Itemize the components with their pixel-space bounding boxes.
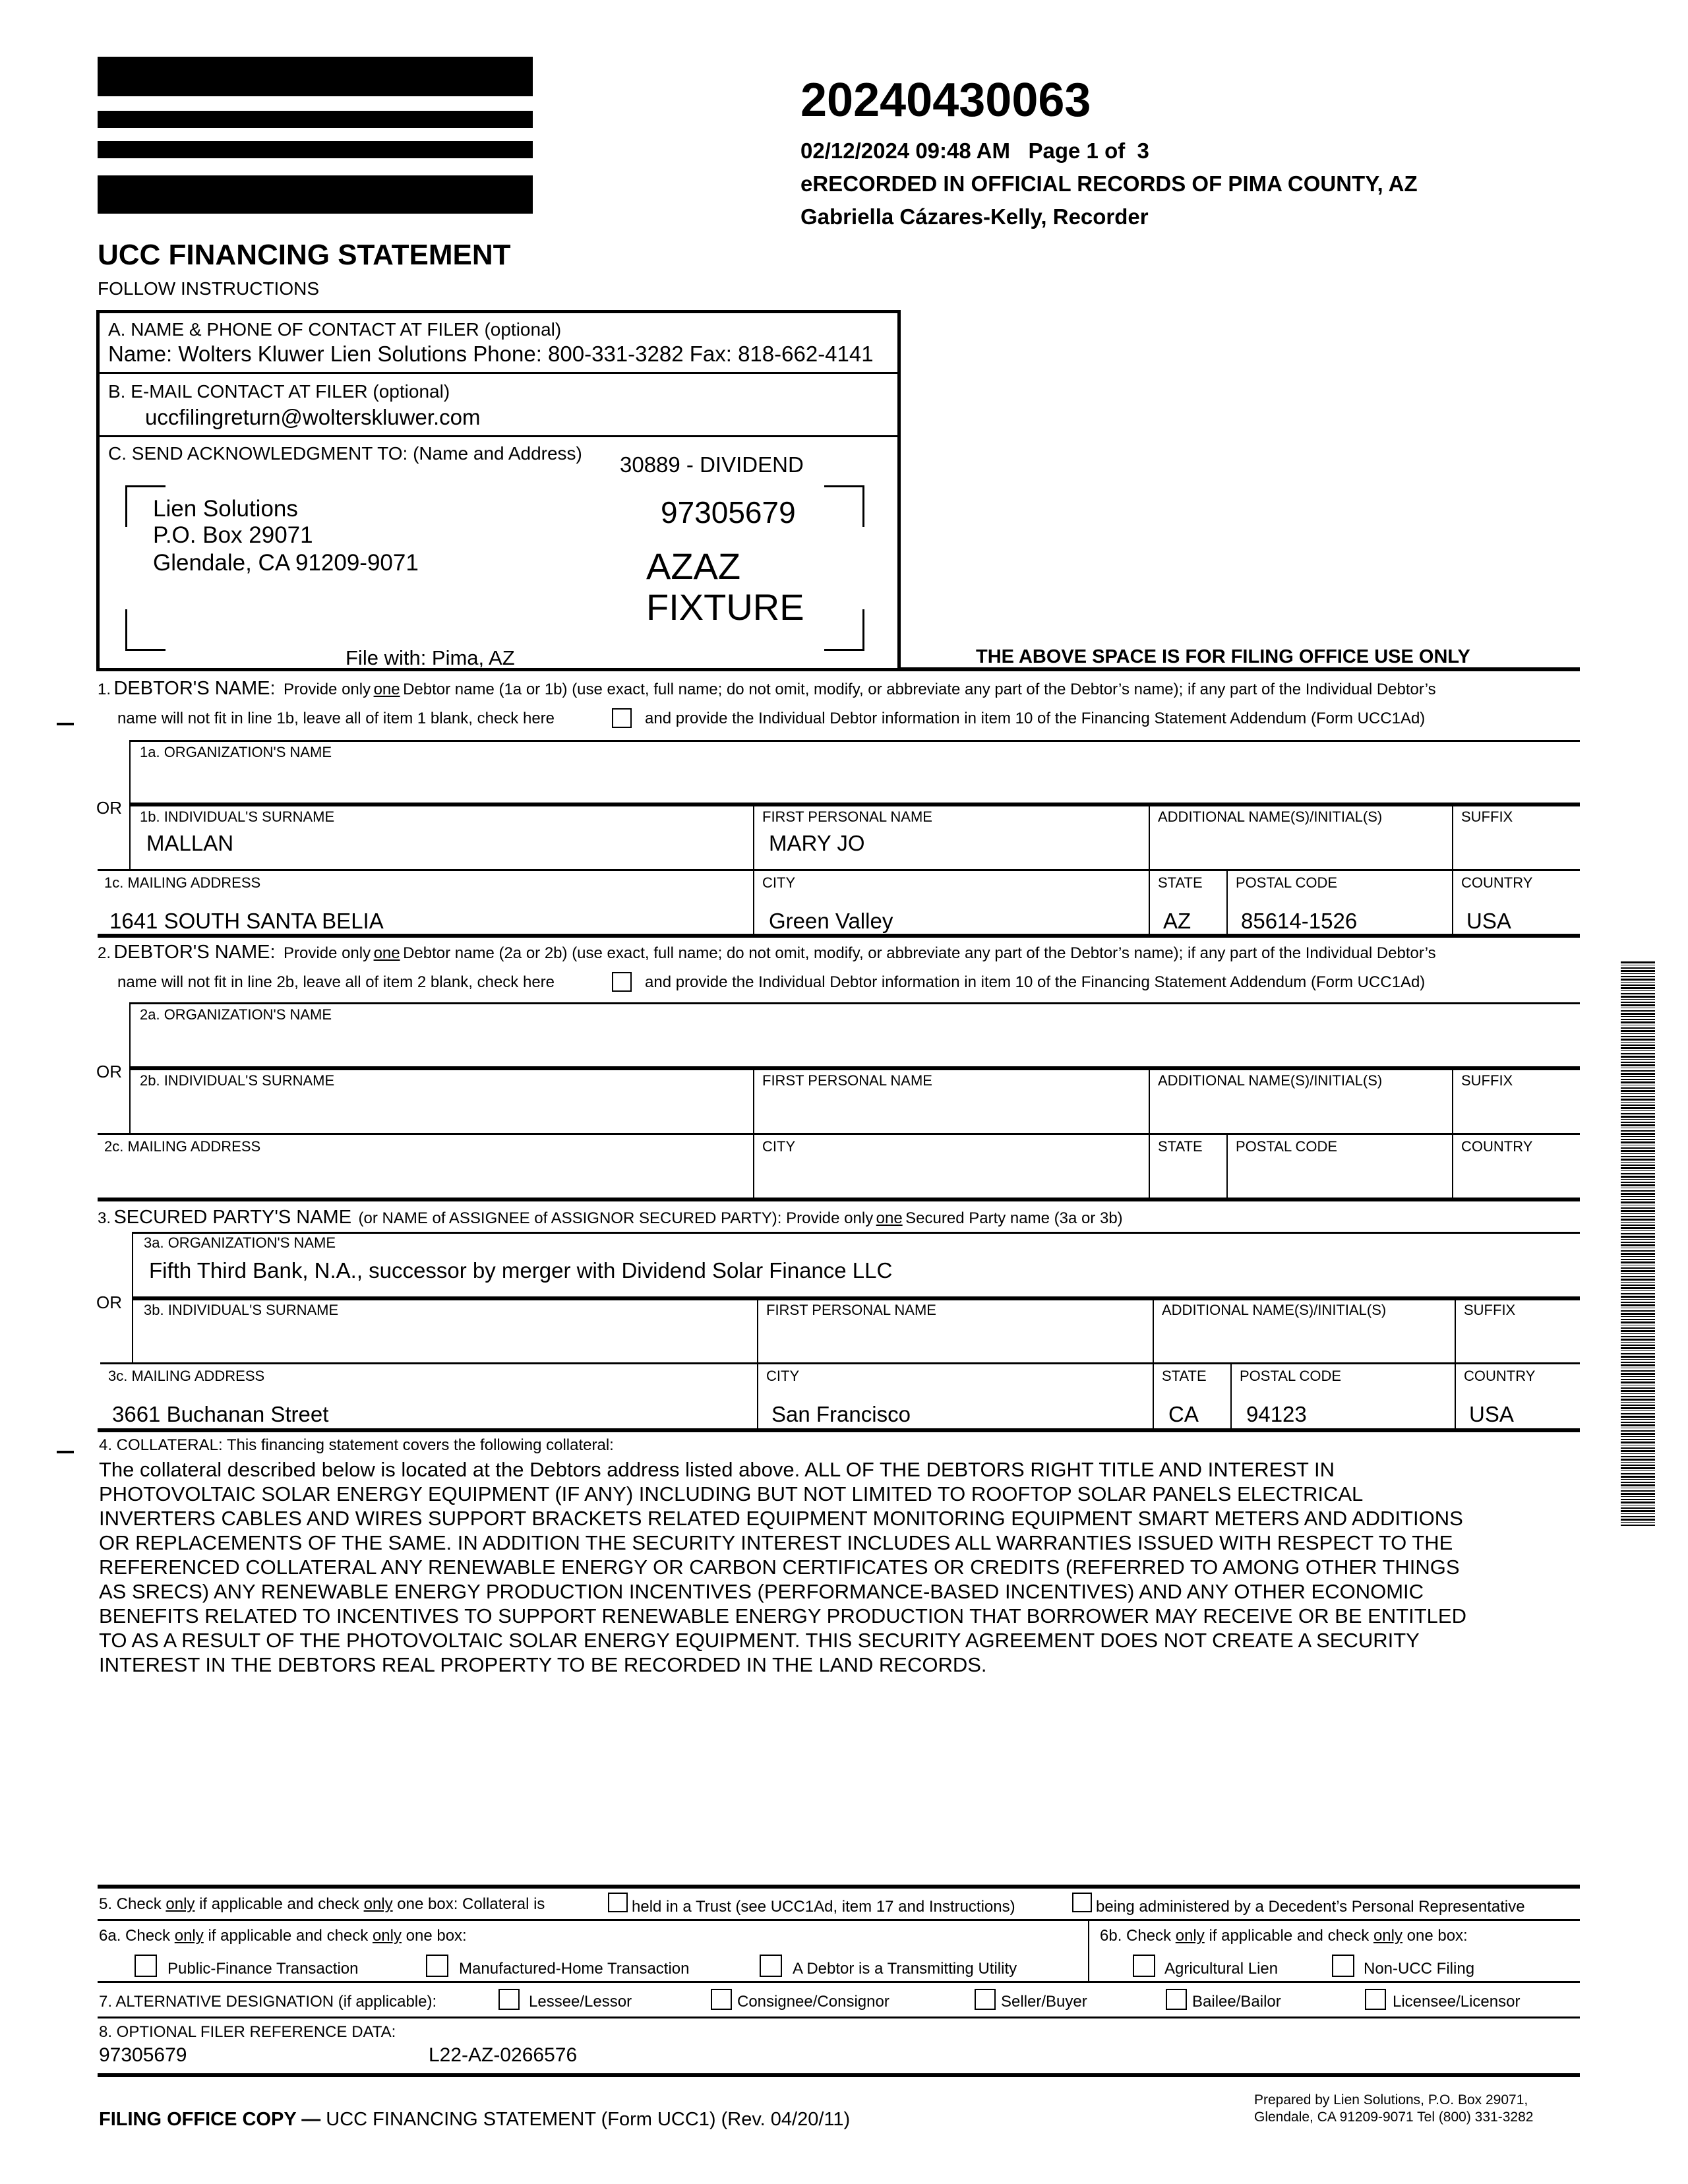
filer-email-value: uccfilingreturn@wolterskluwer.com: [145, 405, 481, 429]
office-use-rule: [901, 667, 1580, 671]
ack-label: C. SEND ACKNOWLEDGMENT TO: (Name and Address): [108, 443, 582, 464]
collateral-description: [99, 1457, 1589, 1677]
bailee-bailor-checkbox[interactable]: [1166, 1989, 1187, 2010]
debtor1-country[interactable]: USA: [1466, 909, 1511, 933]
seller-buyer-checkbox[interactable]: [975, 1989, 996, 2010]
recorded-in: eRECORDED IN OFFICIAL RECORDS OF PIMA COUNTY, AZ: [800, 171, 1418, 196]
debtor1-postal-label: POSTAL CODE: [1236, 874, 1338, 891]
prepared-by: Prepared by Lien Solutions, P.O. Box 29071, Glendale, CA 91209-9071 Tel (800) 331-3282: [1254, 2092, 1534, 2125]
secured-country[interactable]: USA: [1469, 1402, 1514, 1426]
ack-number: 97305679: [661, 495, 796, 530]
debtor1-country-label: COUNTRY: [1461, 874, 1533, 891]
filer-contact-label: A. NAME & PHONE OF CONTACT AT FILER (optional): [108, 319, 562, 340]
address-bracket-tr: [824, 485, 864, 527]
section-divider: [98, 1885, 1580, 1889]
debtor1-state-label: STATE: [1158, 874, 1203, 891]
logo-bar-3: [98, 141, 533, 158]
form-title: UCC FINANCING STATEMENT: [98, 239, 511, 271]
debtor1-postal-code[interactable]: 85614-1526: [1241, 909, 1358, 933]
debtor2-country-label: COUNTRY: [1461, 1138, 1533, 1155]
address-bracket-bl: [125, 609, 166, 651]
secured-surname-label: 3b. INDIVIDUAL'S SURNAME: [144, 1302, 339, 1318]
consignee-consignor-label: Consignee/Consignor: [737, 1993, 889, 2011]
transmitting-utility-checkbox[interactable]: [760, 1955, 782, 1977]
secured-first-field[interactable]: [760, 1321, 1149, 1360]
or-label: OR: [96, 1292, 122, 1312]
ack-code-1: AZAZ: [646, 545, 741, 587]
debtor1-surname[interactable]: MALLAN: [146, 831, 234, 855]
debtor1-addendum-checkbox[interactable]: [612, 708, 632, 728]
alt-designation-label: 7. ALTERNATIVE DESIGNATION (if applicable):: [99, 1993, 437, 2011]
address-bracket-br: [824, 609, 864, 651]
filer-reference-label: 8. OPTIONAL FILER REFERENCE DATA:: [99, 2023, 396, 2041]
collateral-line: TO AS A RESULT OF THE PHOTOVOLTAIC SOLAR ENERGY EQUIPMENT. THIS SECURITY AGREEMENT DOES NOT CREATE A SECURITY: [99, 1629, 1420, 1652]
debtor1-suffix-label: SUFFIX: [1461, 808, 1513, 825]
section-divider: [98, 2073, 1580, 2077]
follow-instructions: FOLLOW INSTRUCTIONS: [98, 278, 320, 299]
debtor2-first-field[interactable]: [756, 1092, 1145, 1130]
debtor1-first-label: FIRST PERSONAL NAME: [762, 808, 932, 825]
debtor2-mail-field[interactable]: [100, 1158, 749, 1196]
debtor2-instruction-2: and provide the Individual Debtor information in item 10 of the Financing Statement Addendum (Form UCC1Ad): [645, 973, 1426, 991]
consignee-consignor-checkbox[interactable]: [711, 1989, 732, 2010]
secured-country-label: COUNTRY: [1464, 1368, 1536, 1384]
ack-code-2: FIXTURE: [646, 586, 804, 628]
debtor1-instruction-2: and provide the Individual Debtor information in item 10 of the Financing Statement Addendum (Form UCC1Ad): [645, 710, 1426, 727]
collateral-line: AS SRECS) ANY RENEWABLE ENERGY PRODUCTION INCENTIVES (PERFORMANCE-BASED INCENTIVES) AND ANY OTHER ECONOMIC: [99, 1580, 1424, 1603]
logo-bar-2: [98, 111, 533, 128]
debtor1-additional-label: ADDITIONAL NAME(S)/INITIAL(S): [1158, 808, 1383, 825]
section-divider: [98, 1428, 1580, 1432]
licensee-licensor-label: Licensee/Licensor: [1393, 1993, 1521, 2011]
secured-suffix-label: SUFFIX: [1464, 1302, 1516, 1318]
decedent-option-label: being administered by a Decedent’s Personal Representative: [1096, 1898, 1525, 1916]
debtor1-org-label: 1a. ORGANIZATION'S NAME: [140, 744, 332, 760]
secured-first-label: FIRST PERSONAL NAME: [766, 1302, 936, 1318]
debtor2-city-label: CITY: [762, 1138, 796, 1155]
barcode: [1621, 961, 1655, 1527]
debtor1-instruction: name will not fit in line 1b, leave all of item 1 blank, check here: [117, 710, 555, 727]
or-label: OR: [96, 1062, 122, 1081]
debtor1-city-label: CITY: [762, 874, 796, 891]
collateral-line: INTEREST IN THE DEBTORS REAL PROPERTY TO BE RECORDED IN THE LAND RECORDS.: [99, 1653, 987, 1676]
filer-reference-2[interactable]: L22-AZ-0266576: [429, 2044, 578, 2066]
lessee-lessor-checkbox[interactable]: [498, 1989, 520, 2010]
seller-buyer-label: Seller/Buyer: [1001, 1993, 1087, 2011]
debtor2-surname-field[interactable]: [132, 1092, 749, 1130]
collateral-line: INVERTERS CABLES AND WIRES SUPPORT BRACKETS RELATED EQUIPMENT MONITORING EQUIPMENT SMART METERS AND ADDITIONS: [99, 1507, 1463, 1530]
section-divider: [98, 934, 1580, 938]
debtor2-state-label: STATE: [1158, 1138, 1203, 1155]
secured-city[interactable]: San Francisco: [771, 1402, 911, 1426]
recording-datetime: 02/12/2024 09:48 AM Page 1 of 3: [800, 138, 1149, 163]
debtor1-surname-label: 1b. INDIVIDUAL'S SURNAME: [140, 808, 335, 825]
collateral-line: BENEFITS RELATED TO INCENTIVES TO SUPPORT RENEWABLE ENERGY PRODUCTION THAT BORROWER MAY RECEIVE OR BE ENTITLED: [99, 1604, 1466, 1627]
agricultural-lien-label: Agricultural Lien: [1164, 1960, 1279, 1978]
transmitting-utility-label: A Debtor is a Transmitting Utility: [793, 1960, 1017, 1978]
non-ucc-checkbox[interactable]: [1332, 1955, 1354, 1977]
secured-surname-field[interactable]: [135, 1321, 753, 1360]
debtor2-instruction: name will not fit in line 2b, leave all of item 2 blank, check here: [117, 973, 555, 991]
collateral-line: PHOTOVOLTAIC SOLAR ENERGY EQUIPMENT (IF ANY) INCLUDING BUT NOT LIMITED TO ROOFTOP SOLAR PANELS ELECTRICAL: [99, 1482, 1364, 1505]
manufactured-home-label: Manufactured-Home Transaction: [459, 1960, 690, 1978]
debtor1-header: 1. DEBTOR'S NAME: Provide only one Debtor name (1a or 1b) (use exact, full name; do not omit, modify, or abbreviate any part of the Debtor’s name); if any part of the Individual Debtor’s: [98, 678, 1436, 699]
non-ucc-label: Non-UCC Filing: [1364, 1960, 1475, 1978]
recorder-name: Gabriella Cázares-Kelly, Recorder: [800, 204, 1149, 229]
item5-label: 5. Check only if applicable and check only one box: Collateral is: [99, 1895, 545, 1913]
debtor2-first-label: FIRST PERSONAL NAME: [762, 1072, 932, 1089]
manufactured-home-checkbox[interactable]: [426, 1955, 448, 1977]
ack-reference: 30889 - DIVIDEND: [620, 452, 804, 477]
ack-address-line-2: P.O. Box 29071: [153, 522, 313, 548]
public-finance-label: Public-Finance Transaction: [167, 1960, 359, 1978]
collateral-line: REFERENCED COLLATERAL ANY RENEWABLE ENERGY OR CARBON CERTIFICATES OR CREDITS (REFERRED TO AMONG OTHER THINGS: [99, 1556, 1460, 1579]
collateral-line: OR REPLACEMENTS OF THE SAME. IN ADDITION THE SECURITY INTEREST INCLUDES ALL WARRANTIES ISSUED WITH RESPECT TO THE: [99, 1531, 1453, 1554]
section-divider: [98, 1198, 1580, 1201]
debtor1-state[interactable]: AZ: [1163, 909, 1191, 933]
trust-option-label: held in a Trust (see UCC1Ad, item 17 and Instructions): [632, 1898, 1015, 1916]
bailee-bailor-label: Bailee/Bailor: [1192, 1993, 1281, 2011]
debtor1-mailing-address[interactable]: 1641 SOUTH SANTA BELIA: [109, 909, 384, 933]
secured-postal-label: POSTAL CODE: [1240, 1368, 1342, 1384]
secured-org-label: 3a. ORGANIZATION'S NAME: [144, 1234, 336, 1251]
debtor1-org-field[interactable]: [129, 758, 1573, 801]
debtor2-postal-label: POSTAL CODE: [1236, 1138, 1338, 1155]
ack-address-line-1: Lien Solutions: [153, 496, 298, 522]
secured-header: 3. SECURED PARTY'S NAME (or NAME of ASSIGNEE of ASSIGNOR SECURED PARTY): Provide only one Secured Party name (3a or 3b): [98, 1207, 1123, 1228]
trust-checkbox[interactable]: [608, 1893, 628, 1912]
or-label: OR: [96, 798, 122, 818]
margin-tick: [57, 1451, 74, 1453]
logo-bar-1: [98, 57, 533, 96]
item6b-label: 6b. Check only if applicable and check only one box:: [1100, 1927, 1468, 1945]
secured-additional-label: ADDITIONAL NAME(S)/INITIAL(S): [1162, 1302, 1387, 1318]
debtor2-mail-label: 2c. MAILING ADDRESS: [104, 1138, 261, 1155]
filer-email-label: B. E-MAIL CONTACT AT FILER (optional): [108, 381, 450, 402]
file-with: File with: Pima, AZ: [346, 646, 515, 669]
secured-mail-label: 3c. MAILING ADDRESS: [108, 1368, 265, 1384]
margin-tick: [57, 723, 74, 725]
filer-contact-value: Name: Wolters Kluwer Lien Solutions Phone: 800-331-3282 Fax: 818-662-4141: [108, 342, 874, 366]
secured-org-name[interactable]: Fifth Third Bank, N.A., successor by merger with Dividend Solar Finance LLC: [149, 1258, 893, 1283]
office-use-note: THE ABOVE SPACE IS FOR FILING OFFICE USE ONLY: [976, 646, 1470, 667]
debtor2-addendum-checkbox[interactable]: [612, 972, 632, 992]
secured-city-label: CITY: [766, 1368, 800, 1384]
secured-mailing-address[interactable]: 3661 Buchanan Street: [112, 1402, 329, 1426]
item6a-label: 6a. Check only if applicable and check only one box:: [99, 1927, 467, 1945]
collateral-line: The collateral described below is located at the Debtors address listed above. ALL OF THE DEBTORS RIGHT TITLE AND INTEREST IN: [99, 1458, 1335, 1481]
lessee-lessor-label: Lessee/Lessor: [529, 1993, 632, 2011]
secured-postal-code[interactable]: 94123: [1246, 1402, 1307, 1426]
debtor2-header: 2. DEBTOR'S NAME: Provide only one Debtor name (2a or 2b) (use exact, full name; do not omit, modify, or abbreviate any part of the Debtor’s name); if any part of the Individual Debtor’s: [98, 942, 1436, 963]
filer-reference-1[interactable]: 97305679: [99, 2044, 187, 2066]
logo-bar-4: [98, 175, 533, 214]
debtor2-org-label: 2a. ORGANIZATION'S NAME: [140, 1006, 332, 1023]
debtor2-suffix-label: SUFFIX: [1461, 1072, 1513, 1089]
collateral-label: 4. COLLATERAL: This financing statement covers the following collateral:: [99, 1436, 614, 1454]
agricultural-lien-checkbox[interactable]: [1133, 1955, 1155, 1977]
public-finance-checkbox[interactable]: [135, 1955, 157, 1977]
debtor1-mail-label: 1c. MAILING ADDRESS: [104, 874, 261, 891]
recording-number: 20240430063: [800, 74, 1091, 127]
debtor2-org-field[interactable]: [129, 1022, 1573, 1064]
secured-state[interactable]: CA: [1168, 1402, 1199, 1426]
debtor2-surname-label: 2b. INDIVIDUAL'S SURNAME: [140, 1072, 335, 1089]
debtor1-city[interactable]: Green Valley: [769, 909, 893, 933]
decedent-checkbox[interactable]: [1072, 1893, 1092, 1912]
debtor1-first-name[interactable]: MARY JO: [769, 831, 865, 855]
debtor2-additional-label: ADDITIONAL NAME(S)/INITIAL(S): [1158, 1072, 1383, 1089]
form-footer: FILING OFFICE COPY — UCC FINANCING STATEMENT (Form UCC1) (Rev. 04/20/11): [99, 2109, 851, 2130]
secured-state-label: STATE: [1162, 1368, 1207, 1384]
licensee-licensor-checkbox[interactable]: [1365, 1989, 1386, 2010]
ack-address-line-3: Glendale, CA 91209-9071: [153, 550, 419, 576]
